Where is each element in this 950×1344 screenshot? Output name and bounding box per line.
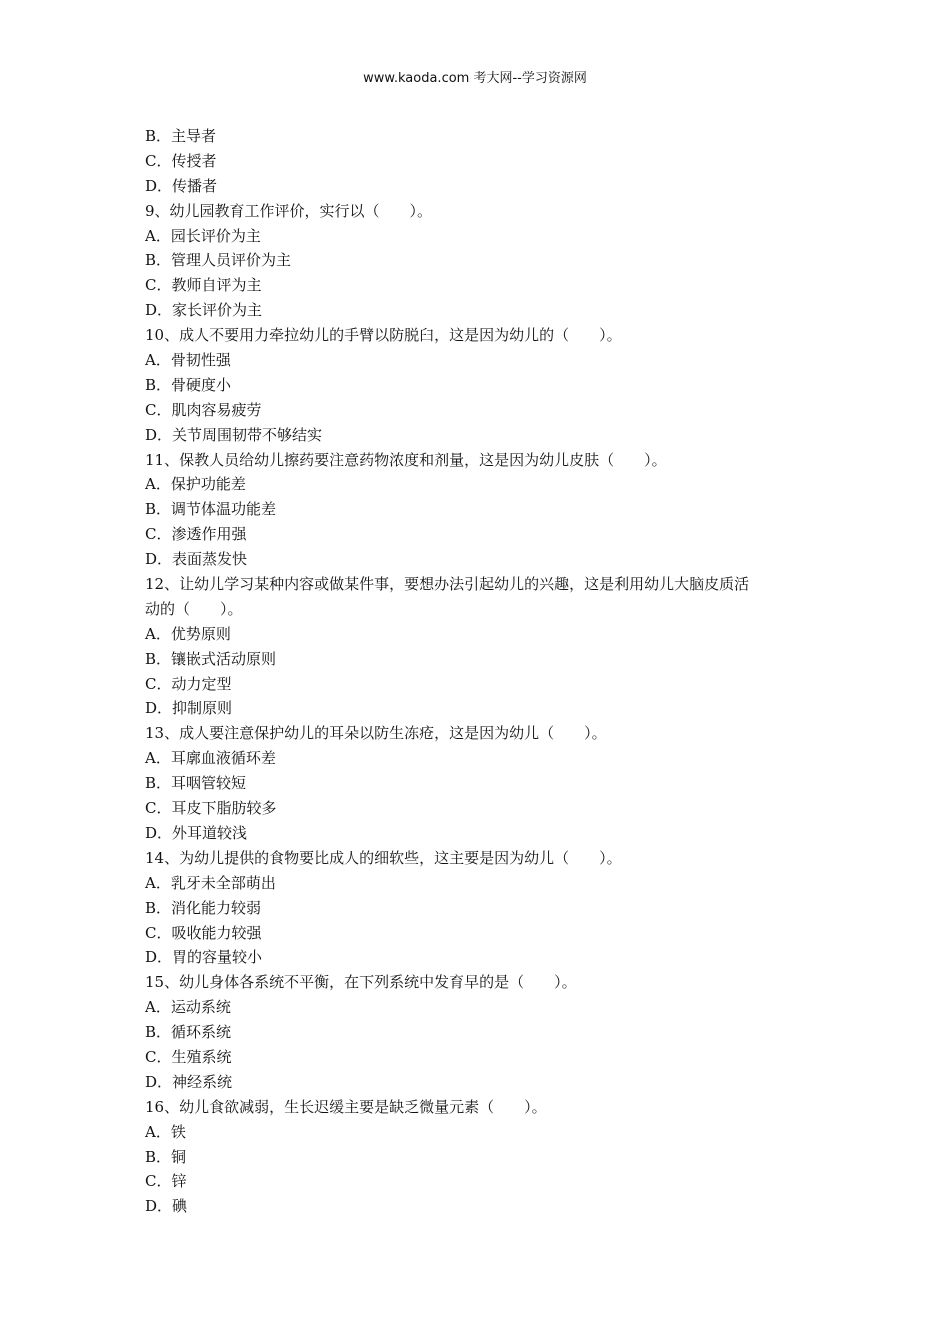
question-line: 14、为幼儿提供的食物要比成人的细软些，这主要是因为幼儿（ ）。 [145, 848, 622, 867]
question-line: 9、幼儿园教育工作评价，实行以（ ）。 [145, 201, 433, 220]
option-line: D．表面蒸发快 [145, 550, 248, 569]
option-line: A．耳廓血液循环差 [145, 749, 276, 768]
option-line: D．外耳道较浅 [145, 823, 248, 842]
option-line: B．镶嵌式活动原则 [145, 649, 277, 668]
option-line: A．优势原则 [145, 624, 231, 643]
option-line: A．园长评价为主 [145, 226, 261, 245]
option-line: A．运动系统 [145, 998, 231, 1017]
option-line: C．耳皮下脂肪较多 [145, 799, 277, 818]
option-line: C．锌 [145, 1172, 187, 1191]
option-line: C．动力定型 [145, 674, 232, 693]
option-line: B．消化能力较弱 [145, 898, 262, 917]
option-line: D．碘 [145, 1197, 188, 1216]
option-line: D．传播者 [145, 176, 218, 195]
question-line: 13、成人要注意保护幼儿的耳朵以防生冻疮，这是因为幼儿（ ）。 [145, 724, 607, 743]
option-line: C．教师自评为主 [145, 276, 262, 295]
option-line: A．保护功能差 [145, 475, 246, 494]
page-header: www.kaoda.com 考大网--学习资源网 [363, 71, 587, 86]
option-line: D．神经系统 [145, 1072, 233, 1091]
option-line: A．骨韧性强 [145, 351, 231, 370]
option-line: C．渗透作用强 [145, 525, 247, 544]
option-line: B．管理人员评价为主 [145, 251, 292, 270]
option-line: A．乳牙未全部萌出 [145, 873, 276, 892]
option-line: C．肌肉容易疲劳 [145, 400, 262, 419]
option-line: A．铁 [145, 1122, 186, 1141]
question-line: 10、成人不要用力牵拉幼儿的手臂以防脱臼，这是因为幼儿的（ ）。 [145, 326, 622, 345]
option-line: B．主导者 [145, 127, 217, 145]
question-line: 15、幼儿身体各系统不平衡，在下列系统中发育早的是（ ）。 [145, 973, 577, 992]
question-line: 16、幼儿食欲减弱，生长迟缓主要是缺乏微量元素（ ）。 [145, 1097, 547, 1116]
option-line: D．关节周围韧带不够结实 [145, 425, 323, 444]
question-line: 12、让幼儿学习某种内容或做某件事，要想办法引起幼儿的兴趣，这是利用幼儿大脑皮质活 [145, 575, 750, 594]
document-body [145, 124, 815, 1219]
option-line: D．家长评价为主 [145, 301, 263, 320]
option-line: C．吸收能力较强 [145, 923, 262, 942]
option-line: B．耳咽管较短 [145, 774, 247, 793]
option-line: B．循环系统 [145, 1023, 232, 1042]
option-line: B．骨硬度小 [145, 375, 232, 394]
question-line-continued: 动的（ ）。 [145, 599, 243, 618]
option-line: D．抑制原则 [145, 699, 233, 718]
question-line: 11、保教人员给幼儿擦药要注意药物浓度和剂量，这是因为幼儿皮肤（ ）。 [145, 450, 667, 469]
option-line: B．调节体温功能差 [145, 500, 277, 519]
option-line: D．胃的容量较小 [145, 948, 263, 967]
option-line: C．传授者 [145, 151, 217, 170]
option-line: C．生殖系统 [145, 1047, 232, 1066]
option-line: B．铜 [145, 1147, 187, 1166]
